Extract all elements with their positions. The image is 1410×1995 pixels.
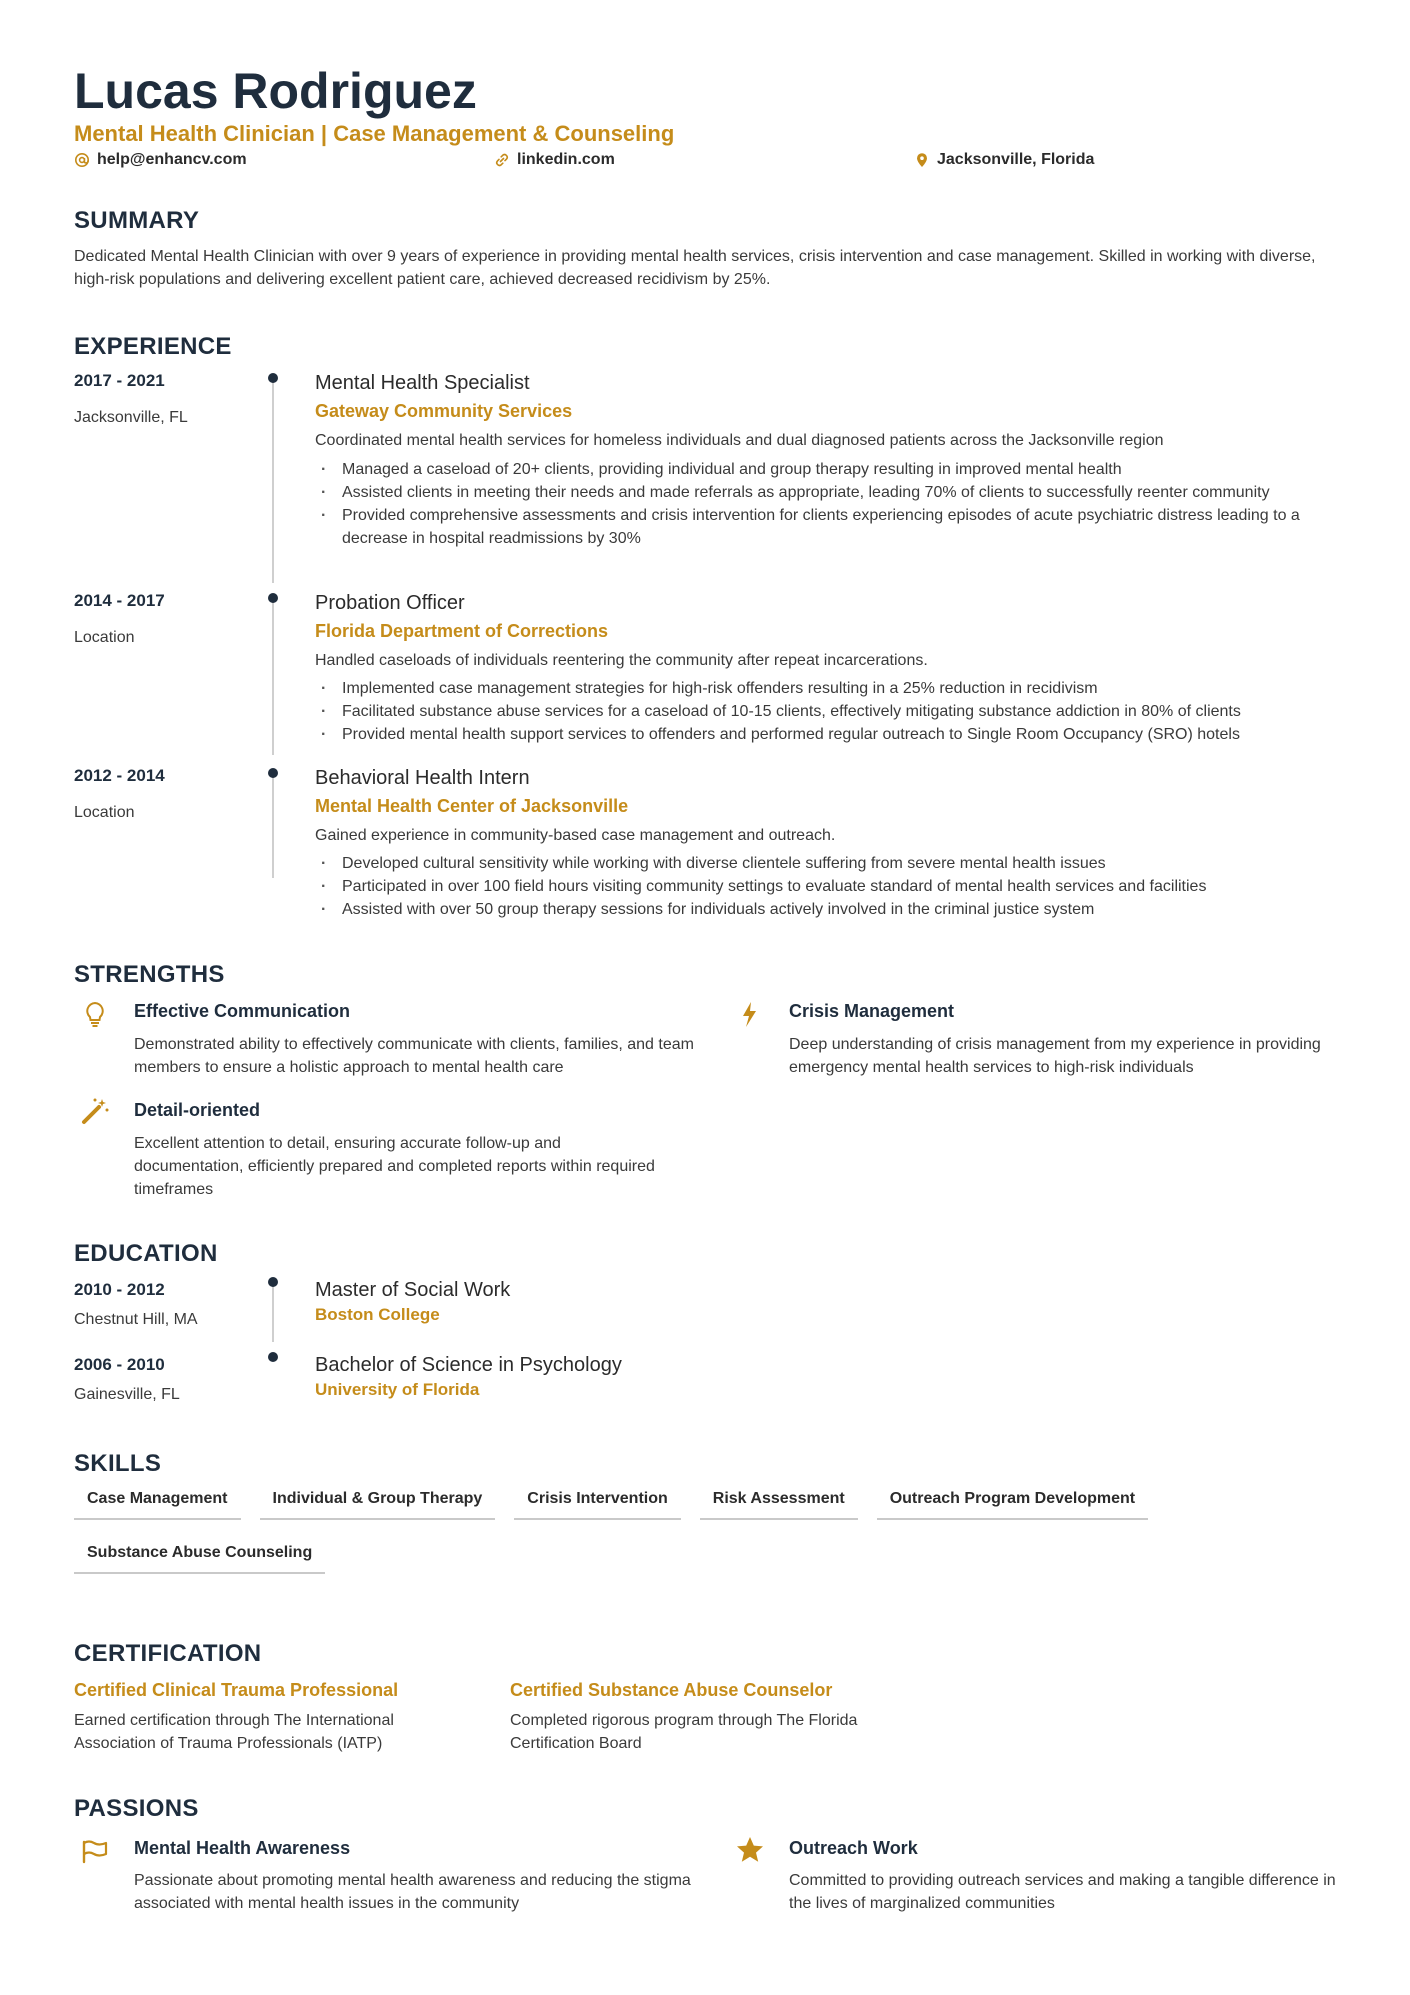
job-title: Probation Officer [315, 592, 465, 614]
job-location: Location [74, 629, 135, 646]
timeline-line [272, 598, 274, 755]
skill-tag: Risk Assessment [700, 1490, 858, 1520]
skill-tag: Substance Abuse Counseling [74, 1544, 325, 1574]
strength-item [80, 999, 110, 1034]
skills-heading: SKILLS [74, 1450, 162, 1477]
headline: Mental Health Clinician | Case Management & Counseling [74, 121, 675, 146]
strength-title: Effective Communication [134, 1001, 351, 1021]
education-degree: Master of Social Work [315, 1279, 511, 1301]
job-dates: 2017 - 2021 [74, 371, 165, 390]
strength-title: Detail-oriented [134, 1100, 261, 1120]
contact-linkedin[interactable] [494, 151, 615, 169]
timeline-dot [268, 768, 278, 778]
job-dates: 2014 - 2017 [74, 591, 165, 610]
map-pin-icon [914, 152, 930, 168]
job-bullet: · Developed cultural sensitivity while working with diverse clientele suffering from severe mental health issues [315, 852, 1355, 875]
star-icon [735, 1835, 765, 1865]
certification-description: Completed rigorous program through The Florida Certification Board [510, 1712, 858, 1752]
skill-tag: Case Management [74, 1490, 241, 1520]
summary-heading: SUMMARY [74, 207, 200, 234]
strength-description: Excellent attention to detail, ensuring accurate follow-up and documentation, efficiently prepared and completed reports within required timeframes [134, 1135, 655, 1198]
job-bullet: · Assisted with over 50 group therapy sessions for individuals actively involved in the criminal justice system [315, 898, 1355, 921]
education-dates: 2006 - 2010 [74, 1355, 165, 1374]
passion-description: Committed to providing outreach services and making a tangible difference in the lives of marginalized communities [789, 1872, 1336, 1912]
certification-title: Certified Clinical Trauma Professional [74, 1680, 399, 1700]
timeline-dot [268, 373, 278, 383]
strength-description: Deep understanding of crisis management from my experience in providing emergency mental health services to high-risk individuals [789, 1036, 1321, 1076]
skills-list [74, 1490, 1354, 1574]
job-title: Mental Health Specialist [315, 372, 530, 394]
passion-description: Passionate about promoting mental health awareness and reducing the stigma associated with mental health issues in the community [134, 1872, 691, 1912]
certification-title: Certified Substance Abuse Counselor [510, 1680, 833, 1700]
location-text: Jacksonville, Florida [937, 151, 1095, 168]
job-bullets [315, 677, 1355, 746]
flag-icon [80, 1836, 110, 1866]
job-bullets [315, 458, 1335, 550]
skill-tag: Crisis Intervention [514, 1490, 680, 1520]
job-description: Coordinated mental health services for homeless individuals and dual diagnosed patients across the Jacksonville region [315, 432, 1164, 449]
timeline-dot [268, 1352, 278, 1362]
job-company: Mental Health Center of Jacksonville [315, 796, 629, 816]
timeline-dot [268, 1277, 278, 1287]
skill-tag: Outreach Program Development [877, 1490, 1148, 1520]
job-bullet: · Managed a caseload of 20+ clients, providing individual and group therapy resulting in improved mental health [315, 458, 1335, 481]
strengths-heading: STRENGTHS [74, 961, 225, 988]
timeline-line [272, 1282, 274, 1342]
magic-wand-icon [80, 1096, 110, 1126]
job-company: Florida Department of Corrections [315, 621, 609, 641]
job-title: Behavioral Health Intern [315, 767, 530, 789]
passion-title: Mental Health Awareness [134, 1838, 351, 1858]
education-location: Chestnut Hill, MA [74, 1311, 198, 1328]
strength-title: Crisis Management [789, 1001, 955, 1021]
strength-item [80, 1096, 110, 1131]
job-description: Handled caseloads of individuals reentering the community after repeat incarcerations. [315, 652, 928, 669]
at-icon [74, 152, 90, 168]
certification-description: Earned certification through The International Association of Trauma Professionals (IATP) [74, 1712, 394, 1752]
certification-heading: CERTIFICATION [74, 1640, 262, 1667]
passion-title: Outreach Work [789, 1838, 918, 1858]
email-text: help@enhancv.com [97, 151, 247, 168]
passion-item [735, 1835, 765, 1870]
link-icon [494, 152, 510, 168]
job-dates: 2012 - 2014 [74, 766, 165, 785]
job-company: Gateway Community Services [315, 401, 573, 421]
job-location: Location [74, 804, 135, 821]
job-bullet: · Participated in over 100 field hours visiting community settings to evaluate standard of mental health services and facilities [315, 875, 1355, 898]
job-location: Jacksonville, FL [74, 409, 188, 426]
strength-item [735, 999, 765, 1034]
job-bullet: · Assisted clients in meeting their needs and made referrals as appropriate, leading 70% of clients to successfully reenter community [315, 481, 1335, 504]
timeline-line [272, 378, 274, 583]
education-heading: EDUCATION [74, 1240, 218, 1267]
job-bullets [315, 852, 1355, 921]
education-school: University of Florida [315, 1380, 480, 1399]
education-school: Boston College [315, 1305, 440, 1324]
skill-tag: Individual & Group Therapy [260, 1490, 496, 1520]
education-degree: Bachelor of Science in Psychology [315, 1354, 622, 1376]
candidate-name: Lucas Rodriguez [74, 63, 477, 119]
education-dates: 2010 - 2012 [74, 1280, 165, 1299]
lightning-icon [735, 999, 765, 1029]
job-bullet: · Implemented case management strategies for high-risk offenders resulting in a 25% reduction in recidivism [315, 677, 1355, 700]
contact-email[interactable] [74, 151, 247, 169]
contact-location [914, 151, 1094, 169]
summary-text: Dedicated Mental Health Clinician with over 9 years of experience in providing mental health services, crisis intervention and case management. Skilled in working with diverse, high-risk populations and delivering excellent patient care, achieved decreased recidivism by 25%. [74, 248, 1316, 288]
education-location: Gainesville, FL [74, 1386, 180, 1403]
passion-item [80, 1836, 110, 1871]
linkedin-text: linkedin.com [517, 151, 615, 168]
job-description: Gained experience in community-based case management and outreach. [315, 827, 836, 844]
job-bullet: · Provided comprehensive assessments and crisis intervention for clients experiencing episodes of acute psychiatric distress leading to a decrease in hospital readmissions by 30% [315, 504, 1335, 550]
lightbulb-icon [80, 999, 110, 1029]
job-bullet: · Facilitated substance abuse services for a caseload of 10-15 clients, effectively mitigating substance addiction in 80% of clients [315, 700, 1355, 723]
experience-heading: EXPERIENCE [74, 333, 232, 360]
strength-description: Demonstrated ability to effectively communicate with clients, families, and team members to ensure a holistic approach to mental health care [134, 1036, 694, 1076]
passions-heading: PASSIONS [74, 1795, 199, 1822]
timeline-line [272, 773, 274, 878]
timeline-dot [268, 593, 278, 603]
job-bullet: · Provided mental health support services to offenders and performed regular outreach to Single Room Occupancy (SRO) hotels [315, 723, 1355, 746]
